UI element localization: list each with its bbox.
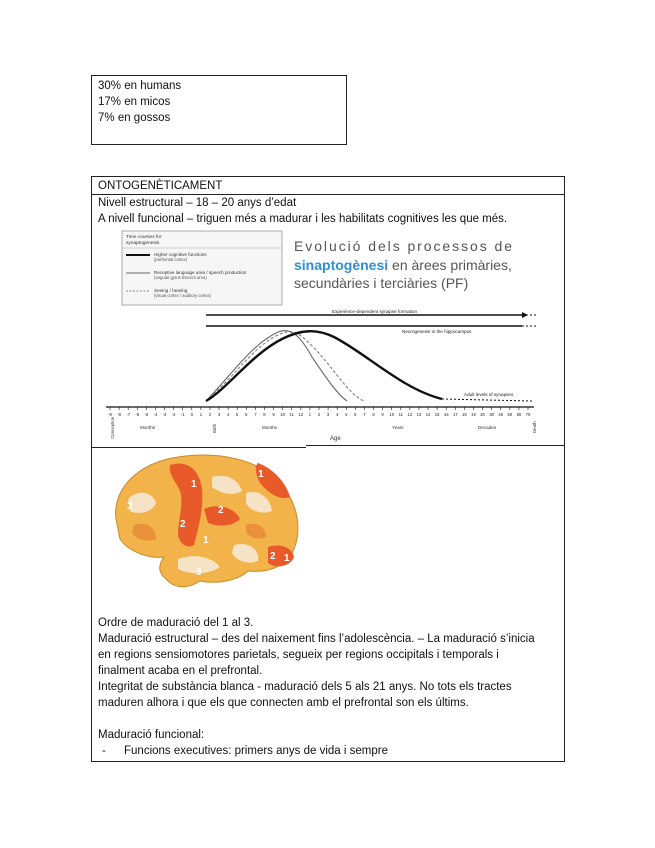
- x-tick-label: -1: [180, 412, 185, 417]
- brain-label-inferior: 3: [196, 567, 202, 578]
- x-tick-label: 12: [407, 412, 413, 417]
- x-tick-label: -8: [117, 412, 121, 417]
- x-tick-label: 16: [443, 412, 449, 417]
- stats-box: [91, 75, 347, 145]
- legend-sub-1: (prefrontal cortex): [154, 257, 188, 262]
- x-tick-label: 40: [498, 412, 504, 417]
- x-tick-label: 4: [336, 412, 339, 417]
- x-tick-label: 17: [452, 412, 458, 417]
- structural-level: Nivell estructural – 18 – 20 anys d’edat: [98, 197, 297, 209]
- functional-level: A nivell funcional – triguen més a madurar i les habilitats cognitives les que més.: [98, 213, 508, 225]
- x-tick-label: 5: [345, 412, 348, 417]
- x-tick-label: 50: [507, 412, 513, 417]
- order-line: Ordre de maduració del 1 al 3.: [98, 617, 254, 629]
- x-tick-label: -2: [171, 412, 176, 417]
- x-tick-label: 12: [298, 412, 304, 417]
- x-tick-label: 9: [272, 412, 275, 417]
- legend-title-2: synaptogenesis: [126, 241, 160, 246]
- stat-monkeys: 17% en micos: [98, 96, 171, 108]
- x-axis-title: Age: [330, 436, 341, 442]
- figure-heading-3: secundàries i terciàries (PF): [294, 275, 469, 291]
- months-postnatal-label: Months: [262, 425, 278, 430]
- x-tick-label: 1: [308, 412, 312, 417]
- functional-title: Maduració funcional:: [98, 729, 205, 741]
- curve-prefrontal: [206, 331, 442, 401]
- x-tick-label: 1: [199, 412, 203, 417]
- para1-line3: finalment acaba en el prefrontal.: [98, 665, 263, 677]
- x-tick-label: 13: [416, 412, 422, 417]
- brain-label-frontal: 1: [258, 469, 264, 480]
- para2-line2: maduren alhora i que els que connecten amb el prefrontal son els últims.: [98, 697, 469, 709]
- x-tick-label: 10: [389, 412, 395, 417]
- x-axis-ticks: [108, 407, 531, 417]
- bullet-item: [98, 743, 560, 759]
- x-tick-label: -3: [162, 412, 167, 417]
- maturation-text: [98, 615, 560, 759]
- x-tick-label: 8: [263, 412, 266, 417]
- x-tick-label: 7: [254, 412, 257, 417]
- x-tick-label: 10: [280, 412, 285, 417]
- brain-label-temporal: 1: [203, 535, 209, 546]
- x-tick-label: -9: [108, 412, 112, 417]
- x-tick-label: 4: [226, 412, 230, 417]
- legend-sub-2: (angular gyrus Broca’s area): [154, 275, 207, 280]
- para1-line2: en regions sensiomotores parietals, segueix per regions occipitals i temporals i: [98, 649, 499, 661]
- figure-heading-1: Evolució dels processos de: [294, 238, 512, 254]
- legend-sub-3: (visual cortex / auditory cortex): [154, 293, 212, 298]
- ontogeny-title: ONTOGENÈTICAMENT: [98, 180, 223, 192]
- decades-label: Decades: [478, 425, 497, 430]
- spacer: [98, 711, 560, 727]
- bullet-dash: -: [102, 745, 106, 757]
- x-tick-label: 3: [217, 412, 221, 417]
- x-tick-label: 5: [236, 412, 239, 417]
- stat-humans: 30% en humans: [98, 80, 182, 92]
- x-tick-label: 30: [489, 412, 494, 417]
- brain-label-occipital: 3: [127, 501, 133, 512]
- x-tick-label: 2: [208, 412, 212, 417]
- x-tick-label: 7: [363, 412, 366, 417]
- brain-label-tip: 1: [284, 553, 290, 564]
- legend-title-1: Time courses for: [126, 235, 162, 240]
- curve-seeing-hearing: [206, 332, 364, 401]
- ontogeny-box: [91, 176, 565, 762]
- conception-label: Conception: [110, 416, 115, 439]
- x-tick-label: 15: [434, 412, 440, 417]
- brain-label-pole: 2: [270, 551, 276, 562]
- x-tick-label: 6: [245, 412, 248, 417]
- adult-synapse-label: Adult levels of synapses: [464, 392, 514, 397]
- ontogeny-intro: [98, 195, 560, 227]
- stat-dogs: 7% en gossos: [98, 112, 171, 124]
- x-tick-label: 0: [190, 412, 193, 417]
- heading-rest: en àrees primàries,: [388, 257, 512, 273]
- brain-maturation-map: [108, 449, 304, 591]
- x-tick-label: 11: [398, 412, 403, 417]
- bar-neurogenesis-label: Neurogenesis in the hippocampus: [402, 329, 472, 334]
- brain-label-parietal: 2: [180, 519, 186, 530]
- x-tick-label: 6: [354, 412, 357, 417]
- x-tick-label: 60: [516, 412, 522, 417]
- x-tick-label: 20: [480, 412, 485, 417]
- synaptogenesis-figure: [102, 229, 538, 444]
- x-tick-label: 18: [462, 412, 467, 417]
- x-tick-label: -5: [144, 412, 149, 417]
- figure-divider-right: [306, 445, 564, 446]
- x-tick-label: -4: [153, 412, 158, 417]
- x-tick-label: 19: [471, 412, 476, 417]
- death-label: Death: [532, 421, 537, 433]
- birth-label: Birth: [212, 423, 217, 433]
- para1-line1: Maduració estructural – des del naixement fins l’adolescència. – La maduració s’inicia: [98, 633, 535, 645]
- x-tick-label: 14: [425, 412, 431, 417]
- months-prenatal-label: Months: [140, 425, 156, 430]
- heading-accent: sinaptogènesi: [294, 257, 389, 273]
- x-tick-label: 11: [289, 412, 294, 417]
- x-tick-label: 9: [381, 412, 384, 417]
- years-label: Years: [392, 425, 404, 430]
- brain-label-central: 2: [218, 505, 224, 516]
- x-tick-label: 3: [326, 412, 330, 417]
- bullet-text: Funcions executives: primers anys de vida i sempre: [124, 745, 388, 757]
- figure-divider-left: [92, 447, 306, 448]
- para2-line1: Integritat de substància blanca - maduració dels 5 als 21 anys. No tots els tractes: [98, 681, 512, 693]
- x-tick-label: 8: [372, 412, 375, 417]
- x-tick-label: 70: [525, 412, 531, 417]
- figure-heading-2: [294, 257, 512, 273]
- legend-label-1: Higher cognitive functions: [154, 252, 207, 257]
- legend-label-3: Seeing / hearing: [154, 288, 188, 293]
- bar-experience-label: Experience-dependent synapse formation: [332, 309, 418, 314]
- brain-label-motor: 1: [191, 479, 197, 490]
- legend-label-2: Receptive language area / speech production: [154, 270, 247, 275]
- x-tick-label: -7: [126, 412, 131, 417]
- x-tick-label: 2: [317, 412, 321, 417]
- x-tick-label: -6: [135, 412, 140, 417]
